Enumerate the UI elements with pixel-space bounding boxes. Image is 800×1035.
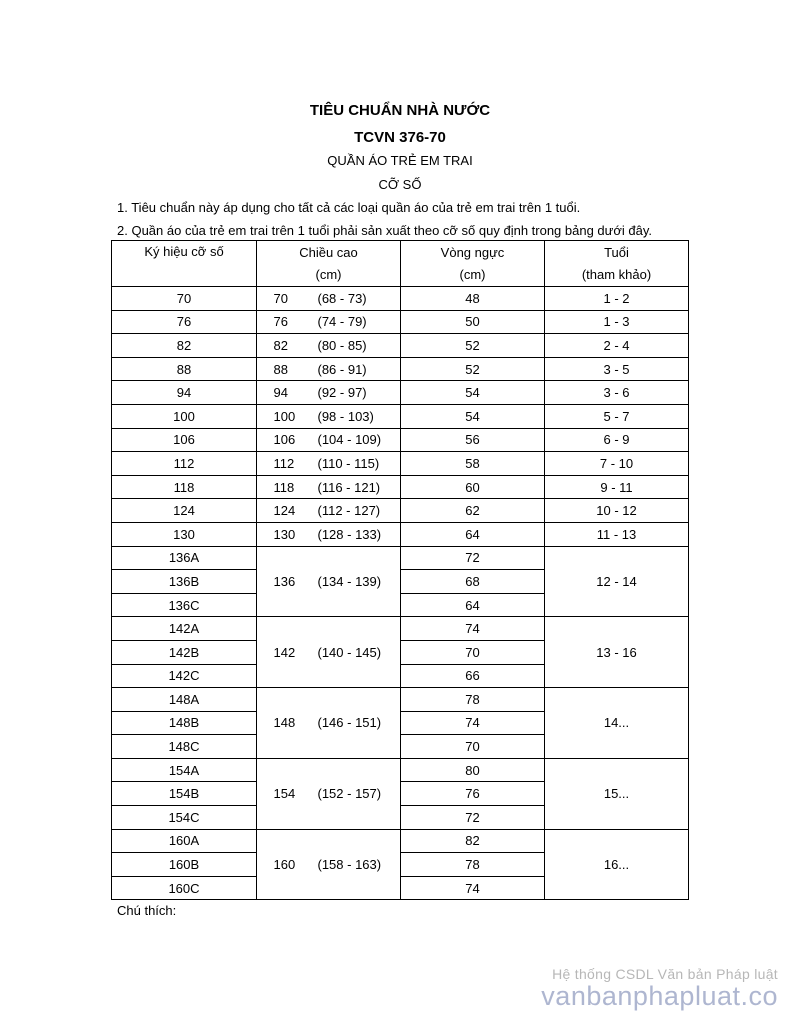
chest-cell: 78	[401, 688, 545, 712]
height-cell	[257, 829, 401, 900]
height-range: (146 - 151)	[317, 715, 382, 731]
height-value: 70	[273, 290, 288, 306]
size-cell: 136B	[112, 570, 257, 594]
height-value: 76	[273, 314, 288, 330]
height-range: (86 - 91)	[317, 361, 367, 377]
height-range: (134 - 139)	[317, 573, 382, 589]
header-age-label: Tuổi	[604, 244, 629, 260]
column-header-size	[112, 241, 257, 287]
size-cell: 142C	[112, 664, 257, 688]
table-row	[112, 287, 689, 311]
size-cell: 82	[112, 334, 257, 358]
height-value: 124	[273, 503, 296, 519]
size-cell: 112	[112, 452, 257, 476]
chest-cell: 50	[401, 310, 545, 334]
height-cell	[257, 381, 401, 405]
document-title: TIÊU CHUẨN NHÀ NƯỚC	[309, 102, 491, 119]
document-subject: QUẦN ÁO TRẺ EM TRAI	[327, 153, 473, 168]
chest-cell: 62	[401, 499, 545, 523]
size-cell: 154C	[112, 806, 257, 830]
chest-cell: 54	[401, 381, 545, 405]
size-table	[111, 240, 689, 900]
size-cell: 124	[112, 499, 257, 523]
chest-cell: 52	[401, 357, 545, 381]
height-range: (104 - 109)	[317, 432, 382, 448]
chest-cell: 82	[401, 829, 545, 853]
height-cell	[257, 428, 401, 452]
chest-cell: 72	[401, 546, 545, 570]
header-chest-unit: (cm)	[459, 266, 486, 282]
height-value: 94	[273, 385, 288, 401]
chest-cell: 60	[401, 475, 545, 499]
chest-cell: 64	[401, 522, 545, 546]
table-row	[112, 428, 689, 452]
height-cell	[257, 758, 401, 829]
height-value: 88	[273, 361, 288, 377]
chest-cell: 68	[401, 570, 545, 594]
size-cell: 160B	[112, 853, 257, 877]
table-row	[112, 452, 689, 476]
chest-cell: 52	[401, 334, 545, 358]
height-range: (140 - 145)	[317, 644, 382, 660]
chest-cell: 64	[401, 593, 545, 617]
chest-cell: 70	[401, 640, 545, 664]
column-header-chest	[401, 241, 545, 287]
size-cell: 160A	[112, 829, 257, 853]
age-cell: 6 - 9	[545, 428, 689, 452]
height-cell	[257, 287, 401, 311]
height-range: (110 - 115)	[317, 455, 380, 471]
height-range: (68 - 73)	[317, 290, 367, 306]
chest-cell: 78	[401, 853, 545, 877]
header-height-label: Chiều cao	[299, 244, 358, 260]
header-age-note: (tham khảo)	[581, 266, 652, 282]
table-row	[112, 357, 689, 381]
size-cell: 130	[112, 522, 257, 546]
height-value: 148	[273, 715, 296, 731]
table-row	[112, 829, 689, 853]
size-cell: 94	[112, 381, 257, 405]
height-cell	[257, 522, 401, 546]
height-cell	[257, 617, 401, 688]
height-value: 160	[273, 857, 296, 873]
age-cell: 1 - 3	[545, 310, 689, 334]
chest-cell: 48	[401, 287, 545, 311]
age-cell: 14...	[545, 688, 689, 759]
table-row	[112, 546, 689, 570]
size-cell: 118	[112, 475, 257, 499]
size-cell: 106	[112, 428, 257, 452]
chest-cell: 74	[401, 617, 545, 641]
age-cell: 3 - 5	[545, 357, 689, 381]
height-range: (152 - 157)	[317, 786, 382, 802]
table-row	[112, 688, 689, 712]
table-row	[112, 499, 689, 523]
height-cell	[257, 310, 401, 334]
age-cell: 9 - 11	[545, 475, 689, 499]
watermark-caption: Hệ thống CSDL Văn bản Pháp luật	[552, 966, 778, 982]
height-range: (112 - 127)	[317, 503, 381, 519]
size-cell: 154B	[112, 782, 257, 806]
watermark-site: vanbanphapluat.co	[541, 981, 778, 1011]
table-body	[112, 287, 689, 900]
chest-cell: 72	[401, 806, 545, 830]
size-cell: 142A	[112, 617, 257, 641]
column-header-age	[545, 241, 689, 287]
size-cell: 100	[112, 404, 257, 428]
table-row	[112, 522, 689, 546]
height-value: 106	[273, 432, 296, 448]
height-value: 130	[273, 526, 296, 542]
height-range: (158 - 163)	[317, 857, 382, 873]
size-cell: 88	[112, 357, 257, 381]
height-cell	[257, 499, 401, 523]
age-cell: 16...	[545, 829, 689, 900]
size-cell: 142B	[112, 640, 257, 664]
size-cell: 148B	[112, 711, 257, 735]
height-value: 118	[273, 479, 295, 495]
height-value: 136	[273, 573, 296, 589]
size-cell: 136A	[112, 546, 257, 570]
table-header-row	[112, 241, 689, 287]
height-range: (74 - 79)	[317, 314, 367, 330]
document-subtitle: CỠ SỐ	[378, 177, 422, 192]
table-row	[112, 758, 689, 782]
chest-cell: 74	[401, 711, 545, 735]
header-chest-label: Vòng ngực	[440, 244, 505, 260]
height-value: 82	[273, 337, 288, 353]
size-cell: 70	[112, 287, 257, 311]
paragraph-1: 1. Tiêu chuẩn này áp dụng cho tất cả các loại quần áo của trẻ em trai trên 1 tuổi.	[117, 200, 581, 215]
standard-code: TCVN 376-70	[354, 129, 446, 146]
height-cell	[257, 357, 401, 381]
age-cell: 3 - 6	[545, 381, 689, 405]
height-range: (80 - 85)	[317, 337, 367, 353]
height-cell	[257, 475, 401, 499]
age-cell: 11 - 13	[545, 522, 689, 546]
height-cell	[257, 334, 401, 358]
table-row	[112, 404, 689, 428]
chest-cell: 70	[401, 735, 545, 759]
table-row	[112, 334, 689, 358]
height-cell	[257, 546, 401, 617]
column-header-height	[257, 241, 401, 287]
paragraph-2: 2. Quần áo của trẻ em trai trên 1 tuổi phải sản xuất theo cỡ số quy định trong bảng dưới đây.	[117, 223, 652, 238]
chest-cell: 56	[401, 428, 545, 452]
table-row	[112, 381, 689, 405]
note-label: Chú thích:	[117, 903, 177, 918]
size-cell: 148A	[112, 688, 257, 712]
size-cell: 136C	[112, 593, 257, 617]
size-cell: 148C	[112, 735, 257, 759]
size-cell: 76	[112, 310, 257, 334]
chest-cell: 76	[401, 782, 545, 806]
header-size-label: Ký hiệu cỡ số	[144, 244, 224, 259]
height-value: 142	[273, 644, 296, 660]
age-cell: 5 - 7	[545, 404, 689, 428]
age-cell: 12 - 14	[545, 546, 689, 617]
age-cell: 15...	[545, 758, 689, 829]
size-cell: 160C	[112, 876, 257, 900]
header-height-unit: (cm)	[315, 266, 342, 282]
age-cell: 7 - 10	[545, 452, 689, 476]
height-range: (98 - 103)	[317, 408, 374, 424]
size-cell: 154A	[112, 758, 257, 782]
height-cell	[257, 688, 401, 759]
height-range: (116 - 121)	[317, 479, 381, 495]
chest-cell: 58	[401, 452, 545, 476]
age-cell: 2 - 4	[545, 334, 689, 358]
age-cell: 1 - 2	[545, 287, 689, 311]
height-range: (128 - 133)	[317, 526, 382, 542]
chest-cell: 74	[401, 876, 545, 900]
table-row	[112, 475, 689, 499]
chest-cell: 66	[401, 664, 545, 688]
height-value: 112	[273, 455, 295, 471]
table-row	[112, 310, 689, 334]
chest-cell: 54	[401, 404, 545, 428]
table-row	[112, 617, 689, 641]
height-cell	[257, 452, 401, 476]
chest-cell: 80	[401, 758, 545, 782]
height-cell	[257, 404, 401, 428]
height-range: (92 - 97)	[317, 385, 367, 401]
age-cell: 10 - 12	[545, 499, 689, 523]
height-value: 100	[273, 408, 296, 424]
height-value: 154	[273, 786, 296, 802]
age-cell: 13 - 16	[545, 617, 689, 688]
